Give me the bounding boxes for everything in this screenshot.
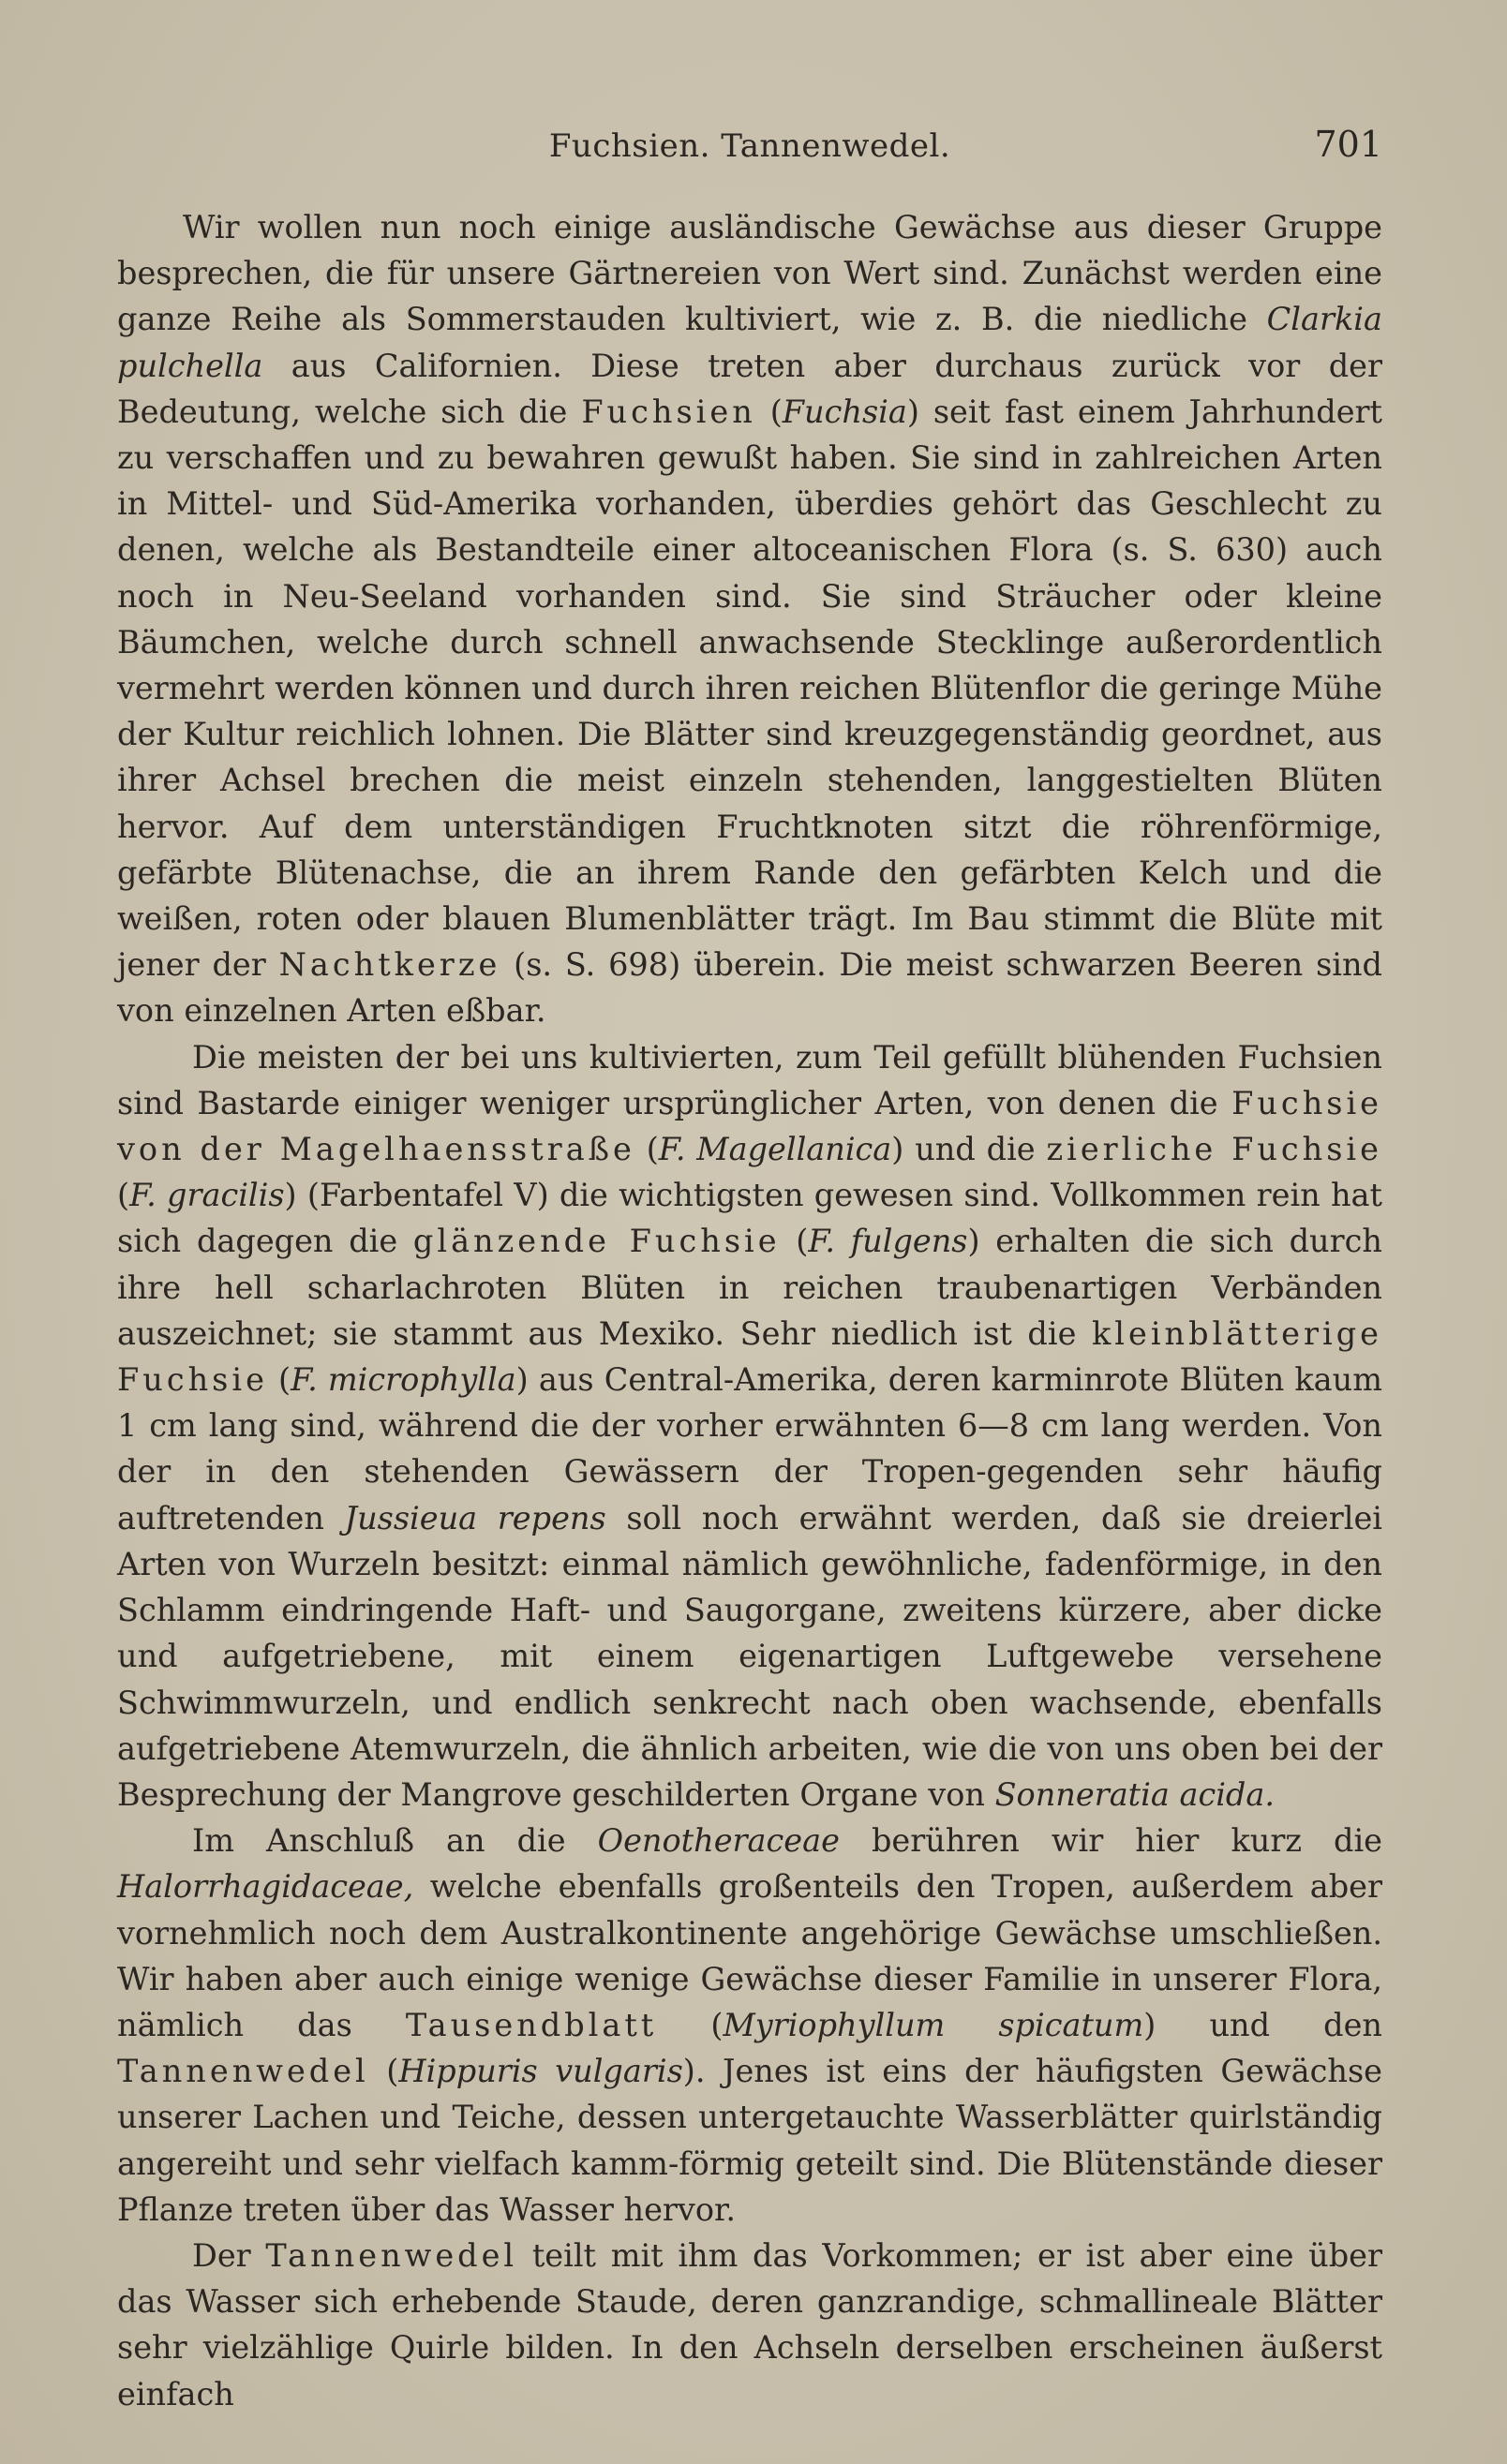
italic-term: Sonneratia acida. [994, 1775, 1275, 1813]
italic-term: Jussieua repens [344, 1499, 606, 1536]
text-run: ( [657, 2006, 724, 2043]
text-run: Die meisten der bei uns kultivierten, zum Teil gefüllt blühenden Fuchsien sind Bastarde einiger weniger ursprünglicher Arten, von denen die [117, 1038, 1382, 1121]
emphasized-term: zierliche Fuchsie [1046, 1131, 1382, 1168]
page-header [117, 120, 1382, 176]
italic-term: F. Magellanica [658, 1131, 892, 1168]
text-run: berühren wir hier kurz die [839, 1822, 1382, 1860]
text-run: (s. S. 698) überein. Die meist schwarzen Beeren sind von einzelnen Arten eßbar. [117, 946, 1382, 1030]
text-run: welche ebenfalls großenteils den Tropen, außerdem aber vornehmlich noch dem Australkontinente angehörige Gewächse umschließen. Wir haben aber auch einige wenige Gewächse dieser Familie in unserer Flora, nämlich das [117, 1868, 1382, 2043]
emphasized-term: Tannenwedel [117, 2053, 369, 2090]
text-run: ) erhalten die sich durch ihre hell scharlachroten Blüten in reichen traubenartigen Verbänden auszeichnet; sie stammt aus Mexiko. Sehr niedlich ist die [117, 1223, 1382, 1352]
text-run: ) (Farbentafel V) die wichtigsten gewesen sind. Vollkommen rein hat sich dagegen die [117, 1177, 1382, 1260]
emphasized-term: kleinblätterige Fuchsie [117, 1314, 1382, 1399]
italic-term: F. microphylla [291, 1361, 516, 1399]
emphasized-term: Fuchsie von der Magelhaensstraße [117, 1084, 1382, 1168]
body-text [117, 204, 1382, 2417]
text-run: Wir wollen nun noch einige ausländische Gewächse aus dieser Gruppe besprechen, die für unsere Gärtnereien von Wert sind. Zunächst werden eine ganze Reihe als Sommerstauden kultiviert, wie z. B. die niedliche [117, 209, 1382, 338]
text-run: teilt mit ihm das Vorkommen; er ist aber eine über das Wasser sich erhebende Staude, deren ganzrandige, schmallineale Blätter sehr vielzählige Quirle bilden. In den Achseln derselben erscheinen äußerst einfach [117, 2236, 1382, 2412]
emphasized-term: Fuchsien [581, 393, 756, 430]
paragraph [117, 204, 1382, 1034]
emphasized-term: Tannenwedel [265, 2236, 518, 2274]
italic-term: Myriophyllum spicatum [723, 2006, 1144, 2043]
italic-term: Clarkia pulchella [117, 301, 1382, 384]
text-run: ) und den [1143, 2006, 1382, 2043]
text-run: ) seit fast einem Jahrhundert zu verschaffen und zu bewahren gewußt haben. Sie sind in zahlreichen Arten in Mittel- und Süd-Amerika vorhanden, überdies gehört das Geschlecht zu denen, welche als Bestandteile einer altoceanischen Flora (s. S. 630) auch noch in Neu-Seeland vorhanden sind. Sie sind Sträucher oder kleine Bäumchen, welche durch schnell anwachsende Stecklinge außerordentlich vermehrt werden können und durch ihren reichen Blütenflor die geringe Mühe der Kultur reichlich lohnen. Die Blätter sind kreuzgegenständig geordnet, aus ihrer Achsel brechen die meist einzeln stehenden, langgestielten Blüten hervor. Auf dem unterständigen Fruchtknoten sitzt die röhrenförmige, gefärbte Blütenachse, die an ihrem Rande den gefärbten Kelch und die weißen, roten oder blauen Blumenblätter trägt. Im Bau stimmt die Blüte mit jener der [117, 393, 1382, 984]
text-run: ( [368, 2053, 399, 2090]
text-run: ). Jenes ist eins der häufigsten Gewächse unserer Lachen und Teiche, dessen untergetauchte Wasserblätter quirlständig angereiht und sehr vielfach kamm-förmig geteilt sind. Die Blütenstände dieser Pflanze treten über das Wasser hervor. [117, 2053, 1382, 2228]
italic-term: Oenotheraceae [597, 1822, 840, 1860]
text-run: ) und die [891, 1131, 1047, 1168]
paragraph [117, 1034, 1382, 1818]
paragraph [117, 2233, 1382, 2417]
italic-term: Halorrhagidaceae, [117, 1868, 414, 1906]
page-number: 701 [1314, 124, 1382, 165]
emphasized-term: glänzende Fuchsie [412, 1223, 781, 1260]
running-head: Fuchsien. Tannenwedel. [548, 127, 951, 165]
text-run: Der [192, 2236, 266, 2274]
text-run: ( [267, 1361, 291, 1399]
text-run: Im Anschluß an die [192, 1822, 598, 1860]
text-run: ( [117, 1177, 130, 1214]
italic-term: Fuchsia [782, 393, 907, 430]
italic-term: F. gracilis [129, 1177, 285, 1214]
text-run: aus Californien. Diese treten aber durchaus zurück vor der Bedeutung, welche sich die [117, 347, 1382, 430]
emphasized-term: Tausendblatt [405, 2006, 658, 2043]
text-run: ( [634, 1131, 659, 1168]
italic-term: Hippuris vulgaris [398, 2053, 683, 2090]
text-run: ( [755, 393, 783, 430]
text-run: ) aus Central-Amerika, deren karminrote Blüten kaum 1 cm lang sind, während die der vorher erwähnten 6—8 cm lang werden. Von der in den stehenden Gewässern der Tropen-gegenden sehr häufig auftretenden [117, 1361, 1382, 1536]
paragraph [117, 1818, 1382, 2233]
text-run: soll noch erwähnt werden, daß sie dreierlei Arten von Wurzeln besitzt: einmal nämlich gewöhnliche, fadenförmige, in den Schlamm eindringende Haft- und Saugorgane, zweitens kürzere, aber dicke und aufgetriebene, mit einem eigenartigen Luftgewebe versehene Schwimmwurzeln, und endlich senkrecht nach oben wachsende, ebenfalls aufgetriebene Atemwurzeln, die ähnlich arbeiten, wie die von uns oben bei der Besprechung der Mangrove geschilderten Organe von [117, 1499, 1382, 1813]
emphasized-term: Nachtkerze [278, 946, 501, 984]
text-run: ( [780, 1223, 809, 1260]
italic-term: F. fulgens [808, 1223, 968, 1260]
